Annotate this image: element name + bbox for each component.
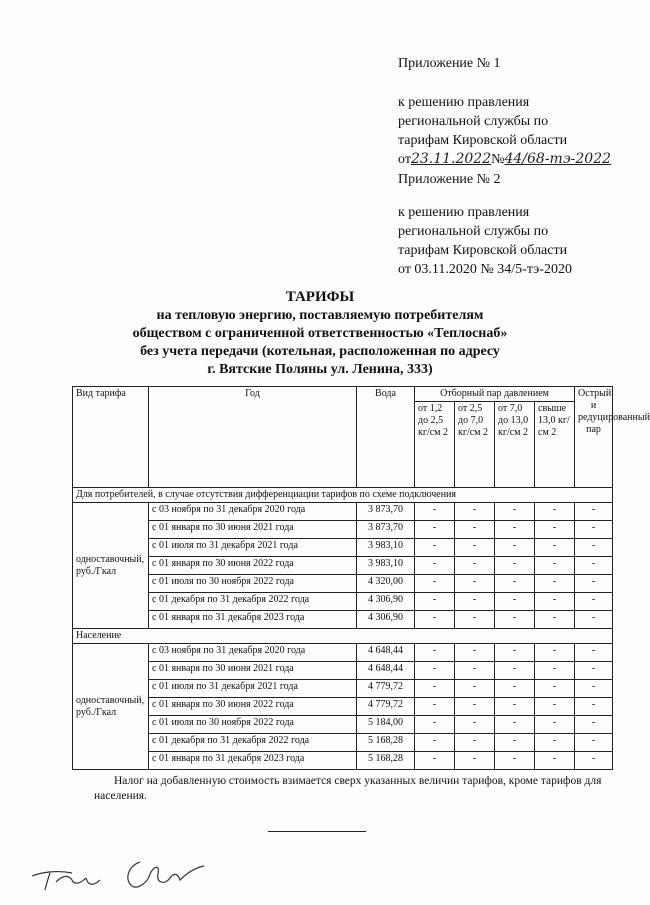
- water-cell: 4 648,44: [357, 662, 415, 680]
- value-cell: -: [495, 644, 535, 662]
- vat-note: Налог на добавленную стоимость взимается сверх указанных величин тарифов, кроме тарифов для населения.: [94, 775, 602, 802]
- value-cell: -: [415, 644, 455, 662]
- subtitle-line: обществом с ограниченной ответственностью «Теплоснаб»: [132, 326, 508, 341]
- header-reduced-steam: Острый и редуцированный пар: [575, 387, 613, 488]
- value-cell: -: [415, 593, 455, 611]
- value-cell: -: [495, 575, 535, 593]
- table-row: [73, 611, 613, 629]
- section-title: Население: [73, 629, 613, 644]
- water-cell: 5 168,28: [357, 752, 415, 770]
- value-cell: -: [575, 662, 613, 680]
- appendix-1-title: Приложение № 1: [398, 56, 501, 71]
- table-row: [73, 539, 613, 557]
- appendix-1-line: к решению правления: [398, 95, 530, 110]
- value-cell: -: [575, 593, 613, 611]
- value-cell: -: [535, 593, 575, 611]
- water-cell: 3 873,70: [357, 521, 415, 539]
- header-year: Год: [149, 387, 357, 488]
- water-cell: 4 320,00: [357, 575, 415, 593]
- appendix-2-block: [398, 170, 628, 279]
- value-cell: -: [535, 644, 575, 662]
- appendix-2-line: региональной службы по: [398, 224, 549, 239]
- from-prefix: от: [398, 152, 411, 167]
- value-cell: -: [415, 662, 455, 680]
- value-cell: -: [535, 734, 575, 752]
- header-steam-col: от 1,2 до 2,5 кг/см 2: [415, 402, 455, 488]
- value-cell: -: [535, 680, 575, 698]
- value-cell: -: [455, 662, 495, 680]
- table-row: [73, 698, 613, 716]
- period-cell: с 01 января по 30 июня 2021 года: [149, 662, 357, 680]
- section-title: Для потребителей, в случае отсутствия дифференциации тарифов по схеме подключения: [73, 488, 613, 503]
- value-cell: -: [415, 575, 455, 593]
- header-water: Вода: [357, 387, 415, 488]
- value-cell: -: [455, 539, 495, 557]
- value-cell: -: [495, 752, 535, 770]
- value-cell: -: [495, 503, 535, 521]
- period-cell: с 01 декабря по 31 декабря 2022 года: [149, 593, 357, 611]
- value-cell: -: [575, 752, 613, 770]
- period-cell: с 01 января по 30 июня 2021 года: [149, 521, 357, 539]
- value-cell: -: [575, 734, 613, 752]
- table-row: [73, 503, 613, 521]
- value-cell: -: [495, 539, 535, 557]
- period-cell: с 01 января по 30 июня 2022 года: [149, 698, 357, 716]
- value-cell: -: [415, 752, 455, 770]
- value-cell: -: [455, 698, 495, 716]
- tariff-table: [72, 386, 650, 770]
- table-row: [73, 662, 613, 680]
- value-cell: -: [575, 521, 613, 539]
- value-cell: -: [415, 698, 455, 716]
- table-row: [73, 593, 613, 611]
- water-cell: 5 184,00: [357, 716, 415, 734]
- period-cell: с 01 января по 31 декабря 2023 года: [149, 611, 357, 629]
- header-steam-col: от 2,5 до 7,0 кг/см 2: [455, 402, 495, 488]
- appendix-2-line: от 03.11.2020 № 34/5-тэ-2020: [398, 262, 572, 277]
- value-cell: -: [455, 680, 495, 698]
- value-cell: -: [455, 644, 495, 662]
- subtitle-line: г. Вятские Поляны ул. Ленина, 333): [207, 362, 433, 377]
- value-cell: -: [535, 575, 575, 593]
- value-cell: -: [455, 716, 495, 734]
- value-cell: -: [415, 716, 455, 734]
- handwritten-date: 23.11.2022: [410, 151, 492, 167]
- value-cell: -: [415, 521, 455, 539]
- section-row: [73, 488, 613, 503]
- period-cell: с 01 июля по 30 ноября 2022 года: [149, 716, 357, 734]
- document-title: ТАРИФЫ: [285, 289, 355, 305]
- appendix-2-line: к решению правления: [398, 205, 530, 220]
- divider: [268, 831, 366, 832]
- appendix-1-date-line: [398, 150, 628, 169]
- water-cell: 5 168,28: [357, 734, 415, 752]
- value-cell: -: [455, 752, 495, 770]
- header-steam: Отборный пар давлением: [415, 387, 575, 402]
- value-cell: -: [575, 503, 613, 521]
- value-cell: -: [535, 539, 575, 557]
- value-cell: -: [535, 716, 575, 734]
- signature-image: [28, 852, 228, 897]
- appendix-2-title: Приложение № 2: [398, 172, 501, 187]
- document-title-block: [0, 287, 640, 379]
- value-cell: -: [575, 575, 613, 593]
- tariff-type: одноставочный, руб./Гкал: [73, 503, 149, 629]
- value-cell: -: [455, 593, 495, 611]
- table-row: [73, 734, 613, 752]
- period-cell: с 03 ноября по 31 декабря 2020 года: [149, 503, 357, 521]
- value-cell: -: [455, 503, 495, 521]
- value-cell: -: [415, 557, 455, 575]
- value-cell: -: [415, 503, 455, 521]
- value-cell: -: [575, 611, 613, 629]
- value-cell: -: [495, 611, 535, 629]
- value-cell: -: [495, 734, 535, 752]
- water-cell: 4 648,44: [357, 644, 415, 662]
- value-cell: -: [535, 557, 575, 575]
- period-cell: с 01 января по 30 июня 2022 года: [149, 557, 357, 575]
- value-cell: -: [535, 698, 575, 716]
- table-row: [73, 557, 613, 575]
- period-cell: с 01 декабря по 31 декабря 2022 года: [149, 734, 357, 752]
- table-row: [73, 680, 613, 698]
- number-prefix: №: [491, 152, 505, 167]
- water-cell: 3 983,10: [357, 557, 415, 575]
- value-cell: -: [415, 734, 455, 752]
- header-steam-col: свыше 13,0 кг/см 2: [535, 402, 575, 488]
- table-row: [73, 575, 613, 593]
- value-cell: -: [495, 557, 535, 575]
- appendix-2-line: тарифам Кировской области: [398, 243, 568, 258]
- value-cell: -: [575, 680, 613, 698]
- value-cell: -: [495, 698, 535, 716]
- period-cell: с 01 июля по 31 декабря 2021 года: [149, 680, 357, 698]
- section-row: [73, 629, 613, 644]
- period-cell: с 01 июля по 30 ноября 2022 года: [149, 575, 357, 593]
- table-row: [73, 716, 613, 734]
- period-cell: с 03 ноября по 31 декабря 2020 года: [149, 644, 357, 662]
- value-cell: -: [575, 698, 613, 716]
- tariff-type: одноставочный, руб./Гкал: [73, 644, 149, 770]
- value-cell: -: [535, 503, 575, 521]
- value-cell: -: [455, 521, 495, 539]
- value-cell: -: [455, 575, 495, 593]
- value-cell: -: [495, 680, 535, 698]
- value-cell: -: [495, 662, 535, 680]
- value-cell: -: [575, 716, 613, 734]
- subtitle-line: на тепловую энергию, поставляемую потребителям: [156, 308, 484, 323]
- header-steam-col: от 7,0 до 13,0 кг/см 2: [495, 402, 535, 488]
- table-row: [73, 752, 613, 770]
- appendix-1-line: тарифам Кировской области: [398, 133, 568, 148]
- water-cell: 4 306,90: [357, 593, 415, 611]
- appendix-1-line: региональной службы по: [398, 114, 549, 129]
- header-row: [73, 387, 613, 402]
- value-cell: -: [495, 521, 535, 539]
- period-cell: с 01 января по 31 декабря 2023 года: [149, 752, 357, 770]
- value-cell: -: [575, 557, 613, 575]
- value-cell: -: [535, 521, 575, 539]
- value-cell: -: [575, 644, 613, 662]
- water-cell: 4 779,72: [357, 680, 415, 698]
- value-cell: -: [535, 662, 575, 680]
- value-cell: -: [575, 539, 613, 557]
- value-cell: -: [415, 611, 455, 629]
- appendix-1-block: [398, 54, 628, 169]
- water-cell: 4 779,72: [357, 698, 415, 716]
- water-cell: 3 873,70: [357, 503, 415, 521]
- value-cell: -: [415, 680, 455, 698]
- value-cell: -: [455, 734, 495, 752]
- handwritten-number: 44/68-тэ-2022: [504, 151, 612, 167]
- period-cell: с 01 июля по 31 декабря 2021 года: [149, 539, 357, 557]
- value-cell: -: [455, 557, 495, 575]
- value-cell: -: [535, 611, 575, 629]
- table-row: [73, 521, 613, 539]
- water-cell: 3 983,10: [357, 539, 415, 557]
- value-cell: -: [415, 539, 455, 557]
- value-cell: -: [455, 611, 495, 629]
- value-cell: -: [495, 593, 535, 611]
- value-cell: -: [495, 716, 535, 734]
- table-row: [73, 644, 613, 662]
- header-type: Вид тарифа: [73, 387, 149, 488]
- subtitle-line: без учета передачи (котельная, расположенная по адресу: [140, 344, 500, 359]
- value-cell: -: [535, 752, 575, 770]
- water-cell: 4 306,90: [357, 611, 415, 629]
